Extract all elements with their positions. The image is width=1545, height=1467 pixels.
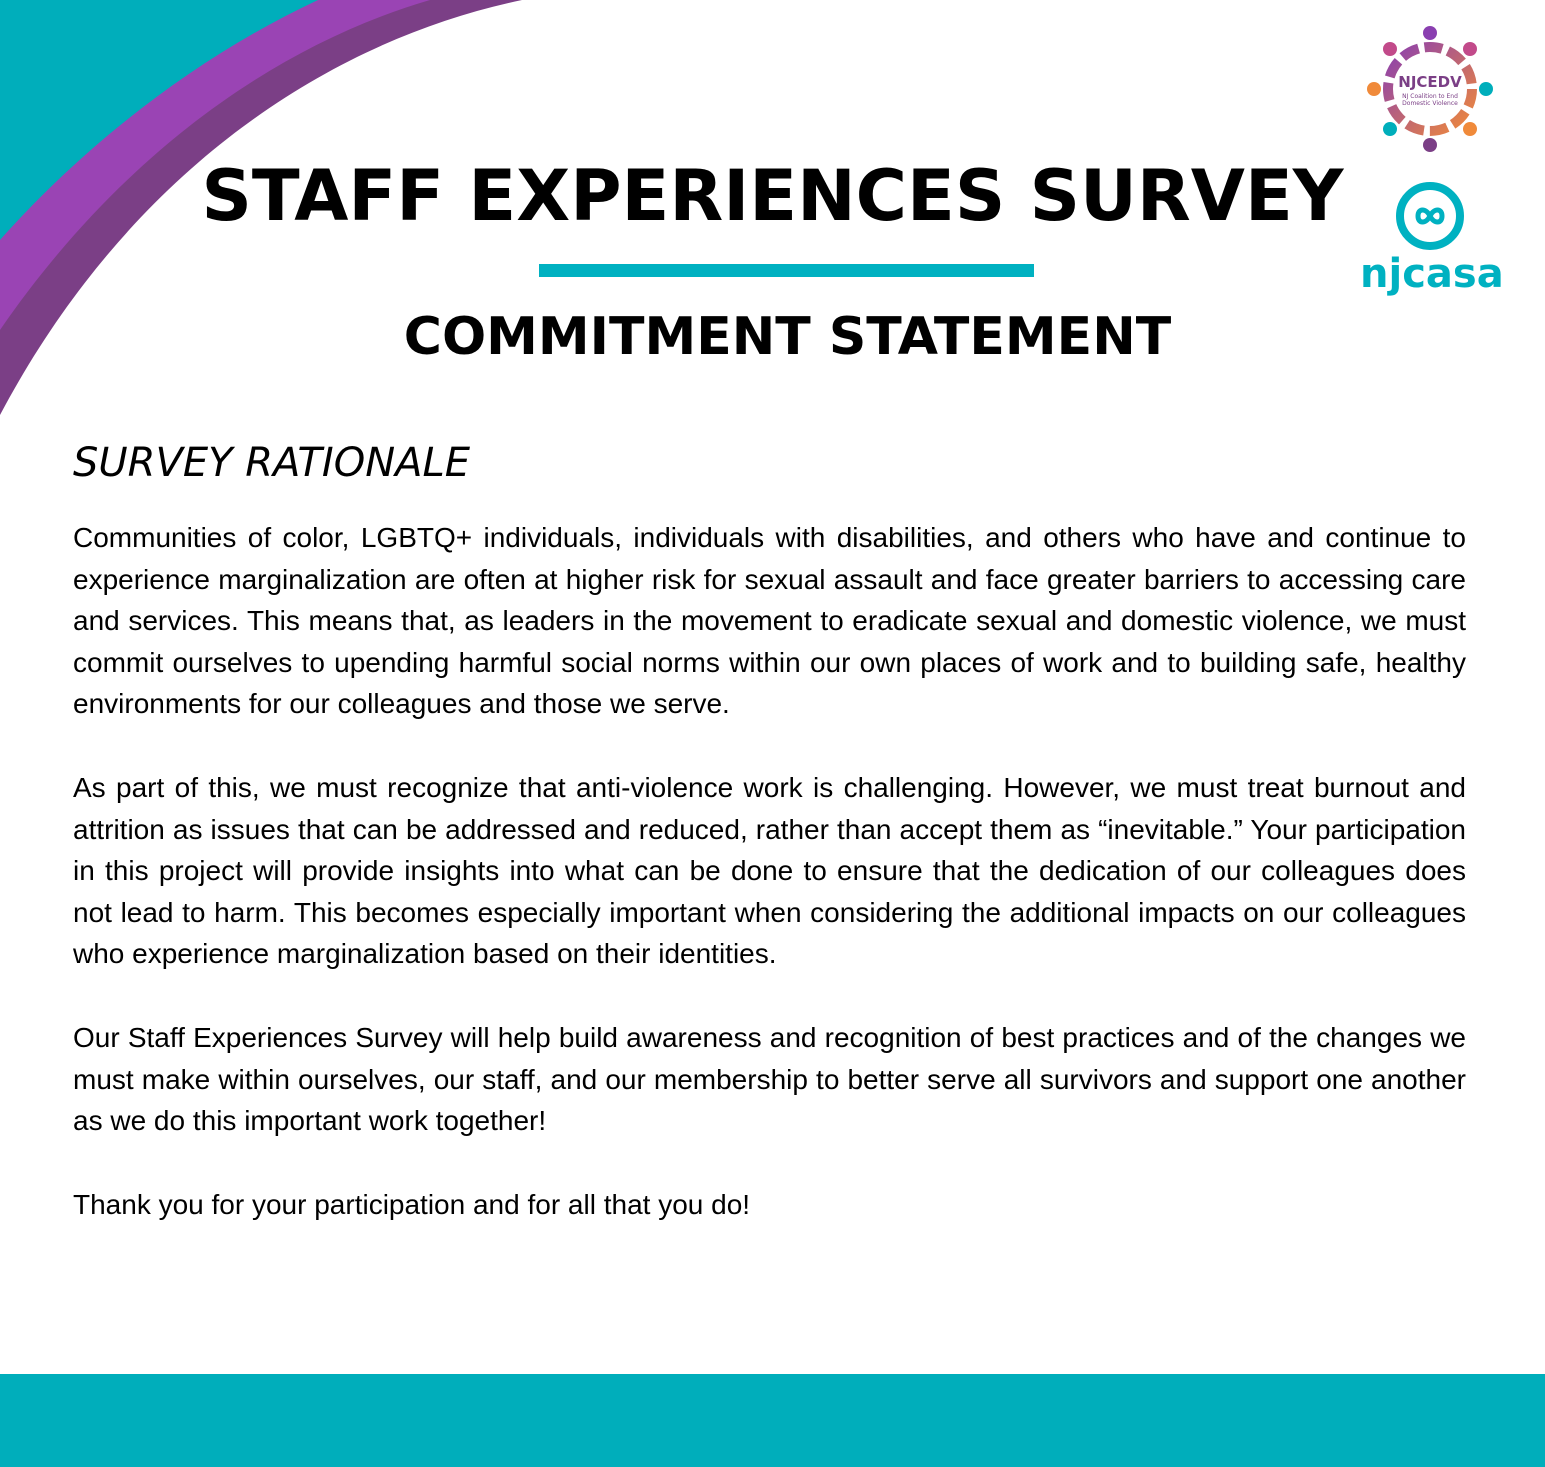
rationale-paragraph: Our Staff Experiences Survey will help build awareness and recognition of best practices and of the changes we must make within ourselves, our staff, and our membership to better serve all survivors and support one another as we do this important work together! <box>73 1021 1466 1137</box>
footer-band <box>0 1374 1545 1467</box>
page-subtitle: COMMITMENT STATEMENT <box>403 307 1172 367</box>
rationale-paragraph: As part of this, we must recognize that anti-violence work is challenging. However, we must treat burnout and attrition as issues that can be addressed and reduced, rather than accept them as “inevitable.” Your participation in this project will provide insights into what can be done to ensure that the dedication of our colleagues does not lead to harm. This becomes especially important when considering the additional impacts on our colleagues who experience marginalization based on their identities. <box>73 771 1466 970</box>
svg-text:NJCEDV: NJCEDV <box>1398 73 1462 91</box>
closing-paragraph: Thank you for your participation and for all that you do! <box>73 1188 751 1220</box>
svg-text:Domestic Violence: Domestic Violence <box>1402 100 1458 107</box>
infinity-circle-icon <box>1360 178 1500 250</box>
njcasa-wordmark: njcasa <box>1360 251 1504 297</box>
title-underline <box>539 264 1034 277</box>
rationale-paragraph: Communities of color, LGBTQ+ individuals, individuals with disabilities, and others who have and continue to experience marginalization are often at higher risk for sexual assault and face greater barriers to accessing care and services. This means that, as leaders in the movement to eradicate sexual and domestic violence, we must commit ourselves to upending harmful social norms within our own places of work and to building safe, healthy environments for our colleagues and those we serve. <box>73 522 1466 720</box>
svg-text:NJ Coalition to End: NJ Coalition to End <box>1402 93 1458 100</box>
page-title: STAFF EXPERIENCES SURVEY <box>201 155 1344 237</box>
njcasa-logo <box>1360 178 1504 303</box>
section-heading: SURVEY RATIONALE <box>73 440 471 486</box>
njcedv-people-circle-icon <box>1365 25 1495 153</box>
rationale-body <box>73 517 1466 1267</box>
njcedv-logo <box>1365 25 1495 153</box>
